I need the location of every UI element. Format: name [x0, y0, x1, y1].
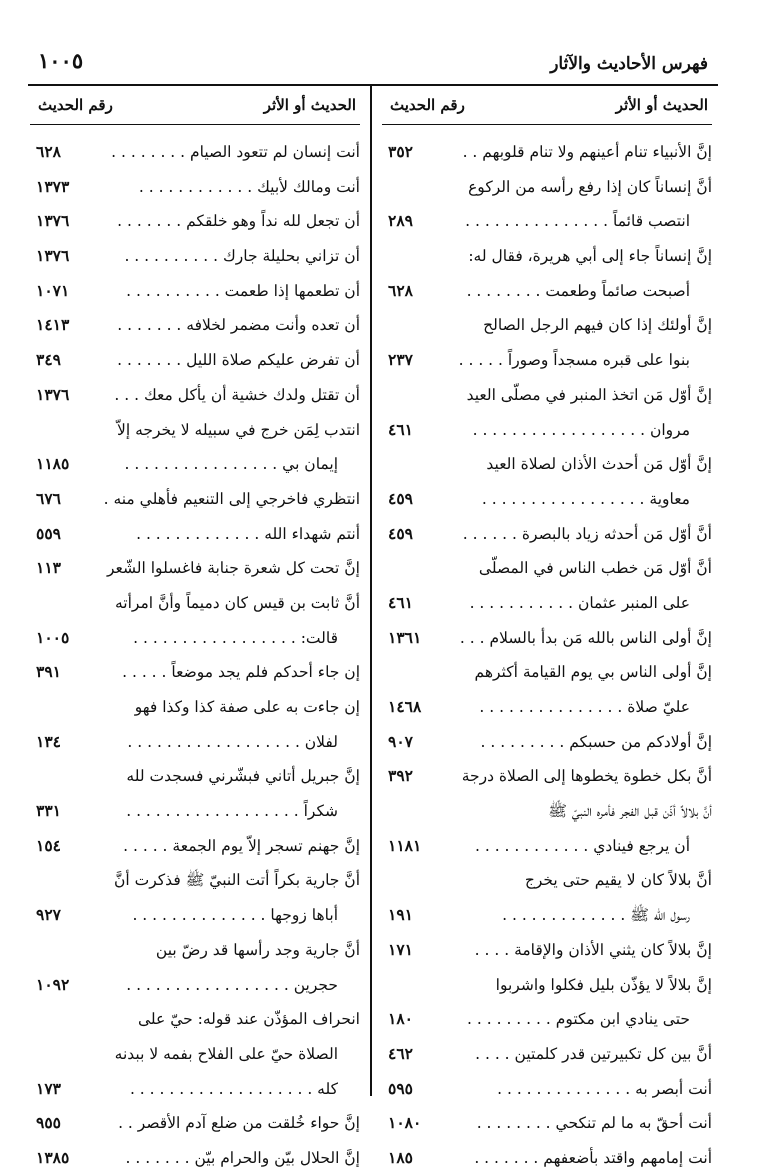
- index-entry: [30, 170, 360, 205]
- entry-text: قالت: . . . . . . . . . . . . . . . . .: [133, 628, 338, 647]
- entry-text: أنَّ جارية وجد رأسها قد رضّ بين: [155, 940, 360, 959]
- entry-text: أن تطعمها إذا طعمت . . . . . . . . . .: [126, 281, 360, 300]
- entry-text: أصبحت صائماً وطعمت . . . . . . . .: [466, 281, 690, 300]
- index-entry: [382, 170, 712, 205]
- index-entry: [30, 829, 360, 864]
- index-entry: [382, 1037, 712, 1072]
- entry-text: إنَّ أولئك إذا كان فيهم الرجل الصالح: [483, 316, 712, 335]
- index-entry: [30, 378, 360, 413]
- entry-number: ٤٥٩: [388, 488, 413, 508]
- entry-number: ٩٢٧: [36, 905, 61, 925]
- index-entry: [30, 447, 360, 482]
- index-column-right: [382, 86, 712, 1176]
- index-entry: [30, 794, 360, 829]
- entry-number: ١٣٧٣: [36, 176, 70, 196]
- entry-text: على المنبر عثمان . . . . . . . . . . .: [469, 593, 690, 612]
- page-number: ١٠٠٥: [38, 48, 84, 73]
- entry-text: معاوية . . . . . . . . . . . . . . . . .: [481, 489, 690, 508]
- entry-number: ٣٥٢: [388, 142, 413, 161]
- entry-list: [382, 135, 712, 1176]
- entry-text: إنَّ بلالاً لا يؤذّن بليل فكلوا واشربوا: [495, 975, 712, 994]
- index-entry: [30, 690, 360, 725]
- index-entry: [30, 1037, 360, 1072]
- entry-text: أنت إنسان لم تتعود الصيام . . . . . . . .: [111, 143, 360, 161]
- index-entry: [30, 621, 360, 656]
- column-heading-number: رقم الحديث: [38, 96, 113, 114]
- entry-text: أنتم شهداء الله . . . . . . . . . . . . .: [136, 524, 360, 543]
- entry-text: أنت إمامهم واقتد بأضعفهم . . . . . . .: [474, 1148, 712, 1167]
- column-header: [30, 86, 360, 125]
- entry-number: ٣٤٩: [36, 350, 61, 370]
- index-entry: [382, 1141, 712, 1176]
- entry-text: انتظري فاخرجي إلى التنعيم فأهلي منه .: [103, 489, 360, 508]
- index-entry: [382, 308, 712, 343]
- entry-text: كله . . . . . . . . . . . . . . . . . . .: [129, 1079, 338, 1098]
- index-entry: [30, 343, 360, 378]
- entry-number: ١٧١: [388, 939, 413, 959]
- entry-number: ١١٣: [36, 558, 61, 578]
- entry-text: أنَّ أوّل مَن خطب الناس في المصلّى: [478, 559, 712, 578]
- entry-text: إنَّ الأنبياء تنام أعينهم ولا تنام قلوبهم . .: [462, 143, 712, 161]
- entry-text: حتى ينادي ابن مكتوم . . . . . . . . .: [467, 1010, 690, 1029]
- index-entry: [382, 551, 712, 586]
- running-title: فهرس الأحاديث والآثار: [550, 54, 708, 74]
- entry-number: ١٣٧٦: [36, 246, 70, 266]
- entry-text: أنَّ بلالاً كان لا يقيم حتى يخرج: [524, 871, 712, 890]
- entry-text: أن تفرض عليكم صلاة الليل . . . . . . .: [117, 351, 360, 370]
- entry-text: أنت ومالك لأبيك . . . . . . . . . . . .: [138, 177, 360, 196]
- index-entry: [382, 725, 712, 760]
- index-entry: [30, 898, 360, 933]
- column-divider: [370, 86, 372, 1096]
- index-entry: [382, 933, 712, 968]
- index-entry: [30, 551, 360, 586]
- entry-text: إيمان بي . . . . . . . . . . . . . . . .: [124, 455, 338, 474]
- entry-text: انتدب لِمَن خرج في سبيله لا يخرجه إلاّ: [117, 420, 360, 439]
- index-entry: [382, 621, 712, 656]
- entry-number: ١٨٥: [388, 1147, 413, 1167]
- entry-number: ١٨٠: [388, 1009, 413, 1029]
- index-entry: [382, 863, 712, 898]
- entry-number: ١٠٩٢: [36, 974, 70, 994]
- entry-text: إنَّ تحت كل شعرة جنابة فاغسلوا الشّعر: [106, 559, 360, 578]
- index-entry: [30, 482, 360, 517]
- entry-text: إنَّ أولادكم من حسبكم . . . . . . . . .: [480, 732, 712, 751]
- entry-text: أباها زوجها . . . . . . . . . . . . . .: [132, 906, 338, 925]
- entry-number: ٢٨٩: [388, 211, 413, 231]
- index-entry: [30, 759, 360, 794]
- entry-number: ١٣٤: [36, 731, 61, 751]
- index-entry: [30, 135, 360, 170]
- index-entry: [382, 343, 712, 378]
- index-entry: [30, 308, 360, 343]
- entry-text: شكراً . . . . . . . . . . . . . . . . . .: [126, 802, 338, 821]
- entry-text: أنَّ بين كل تكبيرتين قدر كلمتين . . . .: [475, 1044, 712, 1063]
- index-entry: [30, 239, 360, 274]
- entry-number: ٦٢٨: [388, 280, 413, 300]
- index-entry: [382, 1002, 712, 1037]
- entry-text: إنَّ حواء خُلقت من ضلع آدم الأقصر . .: [118, 1114, 360, 1133]
- entry-text: أنت أحقّ به ما لم تنكحي . . . . . . . .: [476, 1114, 712, 1133]
- index-entry: [382, 1072, 712, 1107]
- entry-number: ١٣٧٦: [36, 211, 70, 231]
- index-entry: [30, 1106, 360, 1141]
- entry-number: ٦٢٨: [36, 142, 61, 161]
- index-entry: [30, 204, 360, 239]
- entry-text: أنَّ بكل خطوة يخطوها إلى الصلاة درجة: [461, 767, 712, 786]
- entry-text: لفلان . . . . . . . . . . . . . . . . . .: [127, 732, 338, 751]
- index-entry: [382, 898, 712, 933]
- entry-number: ١١٨٥: [36, 454, 70, 474]
- index-entry: [30, 968, 360, 1003]
- entry-text: إنَّ أوّل مَن اتخذ المنبر في مصلّى العيد: [466, 385, 712, 404]
- column-header: [382, 86, 712, 125]
- entry-number: ٤٦١: [388, 419, 413, 439]
- entry-number: ١٠٧١: [36, 280, 70, 300]
- index-entry: [382, 1106, 712, 1141]
- column-heading-hadith: الحديث أو الأثر: [263, 96, 356, 114]
- index-entry: [30, 517, 360, 552]
- index-entry: [382, 447, 712, 482]
- index-entry: [30, 655, 360, 690]
- index-column-left: [30, 86, 360, 1176]
- entry-text: إنَّ أولى الناس بي يوم القيامة أكثرهم: [474, 663, 712, 682]
- index-entry: [30, 586, 360, 621]
- entry-text: إنَّ جبريل أتاني فبشّرني فسجدت لله: [126, 767, 360, 786]
- index-entry: [30, 933, 360, 968]
- index-entry: [30, 413, 360, 448]
- index-entry: [30, 1141, 360, 1176]
- entry-number: ٤٥٩: [388, 523, 413, 543]
- entry-number: ٥٩٥: [388, 1078, 413, 1098]
- index-entry: [382, 794, 712, 829]
- entry-number: ١٥٤: [36, 835, 61, 855]
- index-entry: [382, 968, 712, 1003]
- entry-text: إنَّ بلالاً كان يثني الأذان والإقامة . . . .: [474, 940, 712, 959]
- entry-text: إن جاء أحدكم فلم يجد موضعاً . . . . .: [122, 663, 360, 682]
- index-entry: [382, 413, 712, 448]
- entry-text: أنت أبصر به . . . . . . . . . . . . . .: [497, 1079, 712, 1098]
- entry-number: ١٣٦١: [388, 627, 422, 647]
- entry-number: ١٣٧٦: [36, 384, 70, 404]
- index-entry: [382, 482, 712, 517]
- entry-list: [30, 135, 360, 1176]
- entry-text: إن جاءت به على صفة كذا وكذا فهو: [134, 698, 360, 716]
- entry-text: رسول الله ﷺ . . . . . . . . . . . . .: [502, 906, 690, 925]
- entry-number: ٣٩١: [36, 662, 61, 682]
- entry-number: ١٠٠٥: [36, 627, 70, 647]
- entry-text: بنوا على قبره مسجداً وصوراً . . . . .: [458, 351, 690, 370]
- entry-number: ٣٣١: [36, 801, 61, 821]
- entry-text: حجرين . . . . . . . . . . . . . . . . .: [126, 975, 338, 994]
- entry-number: ٢٣٧: [388, 350, 413, 370]
- entry-text: إنَّ إنساناً جاء إلى أبي هريرة، فقال له:: [468, 247, 712, 266]
- index-entry: [382, 829, 712, 864]
- entry-number: ٩٥٥: [36, 1113, 61, 1133]
- entry-text: أنَّ بلالاً أذّن قبل الفجر فأمره النبيّ ﷺ: [548, 802, 712, 821]
- entry-number: ٦٧٦: [36, 488, 61, 508]
- entry-text: أن تقتل ولدك خشية أن يأكل معك . . .: [114, 385, 360, 404]
- entry-text: أن تعده وأنت مضمر لخلافه . . . . . . .: [117, 316, 360, 335]
- index-entry: [382, 135, 712, 170]
- entry-text: إنَّ أولى الناس بالله مَن بدأ بالسلام . . .: [459, 628, 712, 647]
- index-entry: [382, 655, 712, 690]
- entry-text: أنَّ ثابت بن قيس كان دميماً وأنَّ امرأته: [114, 593, 360, 612]
- entry-number: ١٧٣: [36, 1078, 61, 1098]
- entry-number: ١١٨١: [388, 835, 422, 855]
- index-entry: [30, 1002, 360, 1037]
- entry-text: أن تجعل لله نداً وهو خلقكم . . . . . . .: [117, 212, 360, 231]
- index-entry: [382, 239, 712, 274]
- entry-text: أنَّ إنساناً كان إذا رفع رأسه من الركوع: [468, 177, 712, 196]
- entry-number: ٣٩٢: [388, 766, 413, 786]
- index-entry: [30, 725, 360, 760]
- entry-number: ١٤١٣: [36, 315, 70, 335]
- entry-text: إنَّ جهنم تسجر إلاّ يوم الجمعة . . . . .: [123, 836, 360, 855]
- entry-text: عليّ صلاة . . . . . . . . . . . . . . .: [479, 698, 690, 716]
- entry-number: ١٤٦٨: [388, 697, 422, 716]
- page-header: [30, 44, 714, 84]
- index-entry: [30, 274, 360, 309]
- entry-number: ٥٥٩: [36, 523, 61, 543]
- entry-text: أنَّ جارية بكراً أتت النبيّ ﷺ فذكرت أنَّ: [114, 871, 360, 890]
- entry-number: ١٣٨٥: [36, 1147, 70, 1167]
- index-entry: [30, 1072, 360, 1107]
- index-entry: [382, 274, 712, 309]
- column-heading-hadith: الحديث أو الأثر: [615, 96, 708, 114]
- entry-number: ١٠٨٠: [388, 1113, 422, 1133]
- entry-text: إنَّ أوّل مَن أحدث الأذان لصلاة العيد: [486, 455, 712, 474]
- index-entry: [382, 759, 712, 794]
- index-entry: [382, 586, 712, 621]
- column-heading-number: رقم الحديث: [390, 96, 465, 114]
- entry-number: ٩٠٧: [388, 731, 413, 751]
- entry-text: انحراف المؤذّن عند قوله: حيّ على: [137, 1010, 360, 1029]
- index-entry: [30, 863, 360, 898]
- index-entry: [382, 517, 712, 552]
- entry-text: أن تزاني بحليلة جارك . . . . . . . . . .: [124, 247, 360, 266]
- entry-text: أنَّ أوّل مَن أحدثه زياد بالبصرة . . . . . .: [462, 524, 712, 543]
- entry-text: إنَّ الحلال بيّن والحرام بيّن . . . . . . .: [125, 1148, 360, 1167]
- index-entry: [382, 204, 712, 239]
- entry-number: ١٩١: [388, 905, 413, 925]
- entry-text: الصلاة حيّ على الفلاح بفمه لا ببدنه: [114, 1044, 338, 1063]
- entry-number: ٤٦١: [388, 592, 413, 612]
- entry-text: انتصب قائماً . . . . . . . . . . . . . . .: [465, 212, 690, 231]
- entry-text: مروان . . . . . . . . . . . . . . . . . .: [472, 420, 690, 439]
- index-entry: [382, 690, 712, 725]
- entry-number: ٤٦٢: [388, 1043, 413, 1063]
- index-entry: [382, 378, 712, 413]
- entry-text: أن يرجع فينادي . . . . . . . . . . . .: [474, 836, 690, 855]
